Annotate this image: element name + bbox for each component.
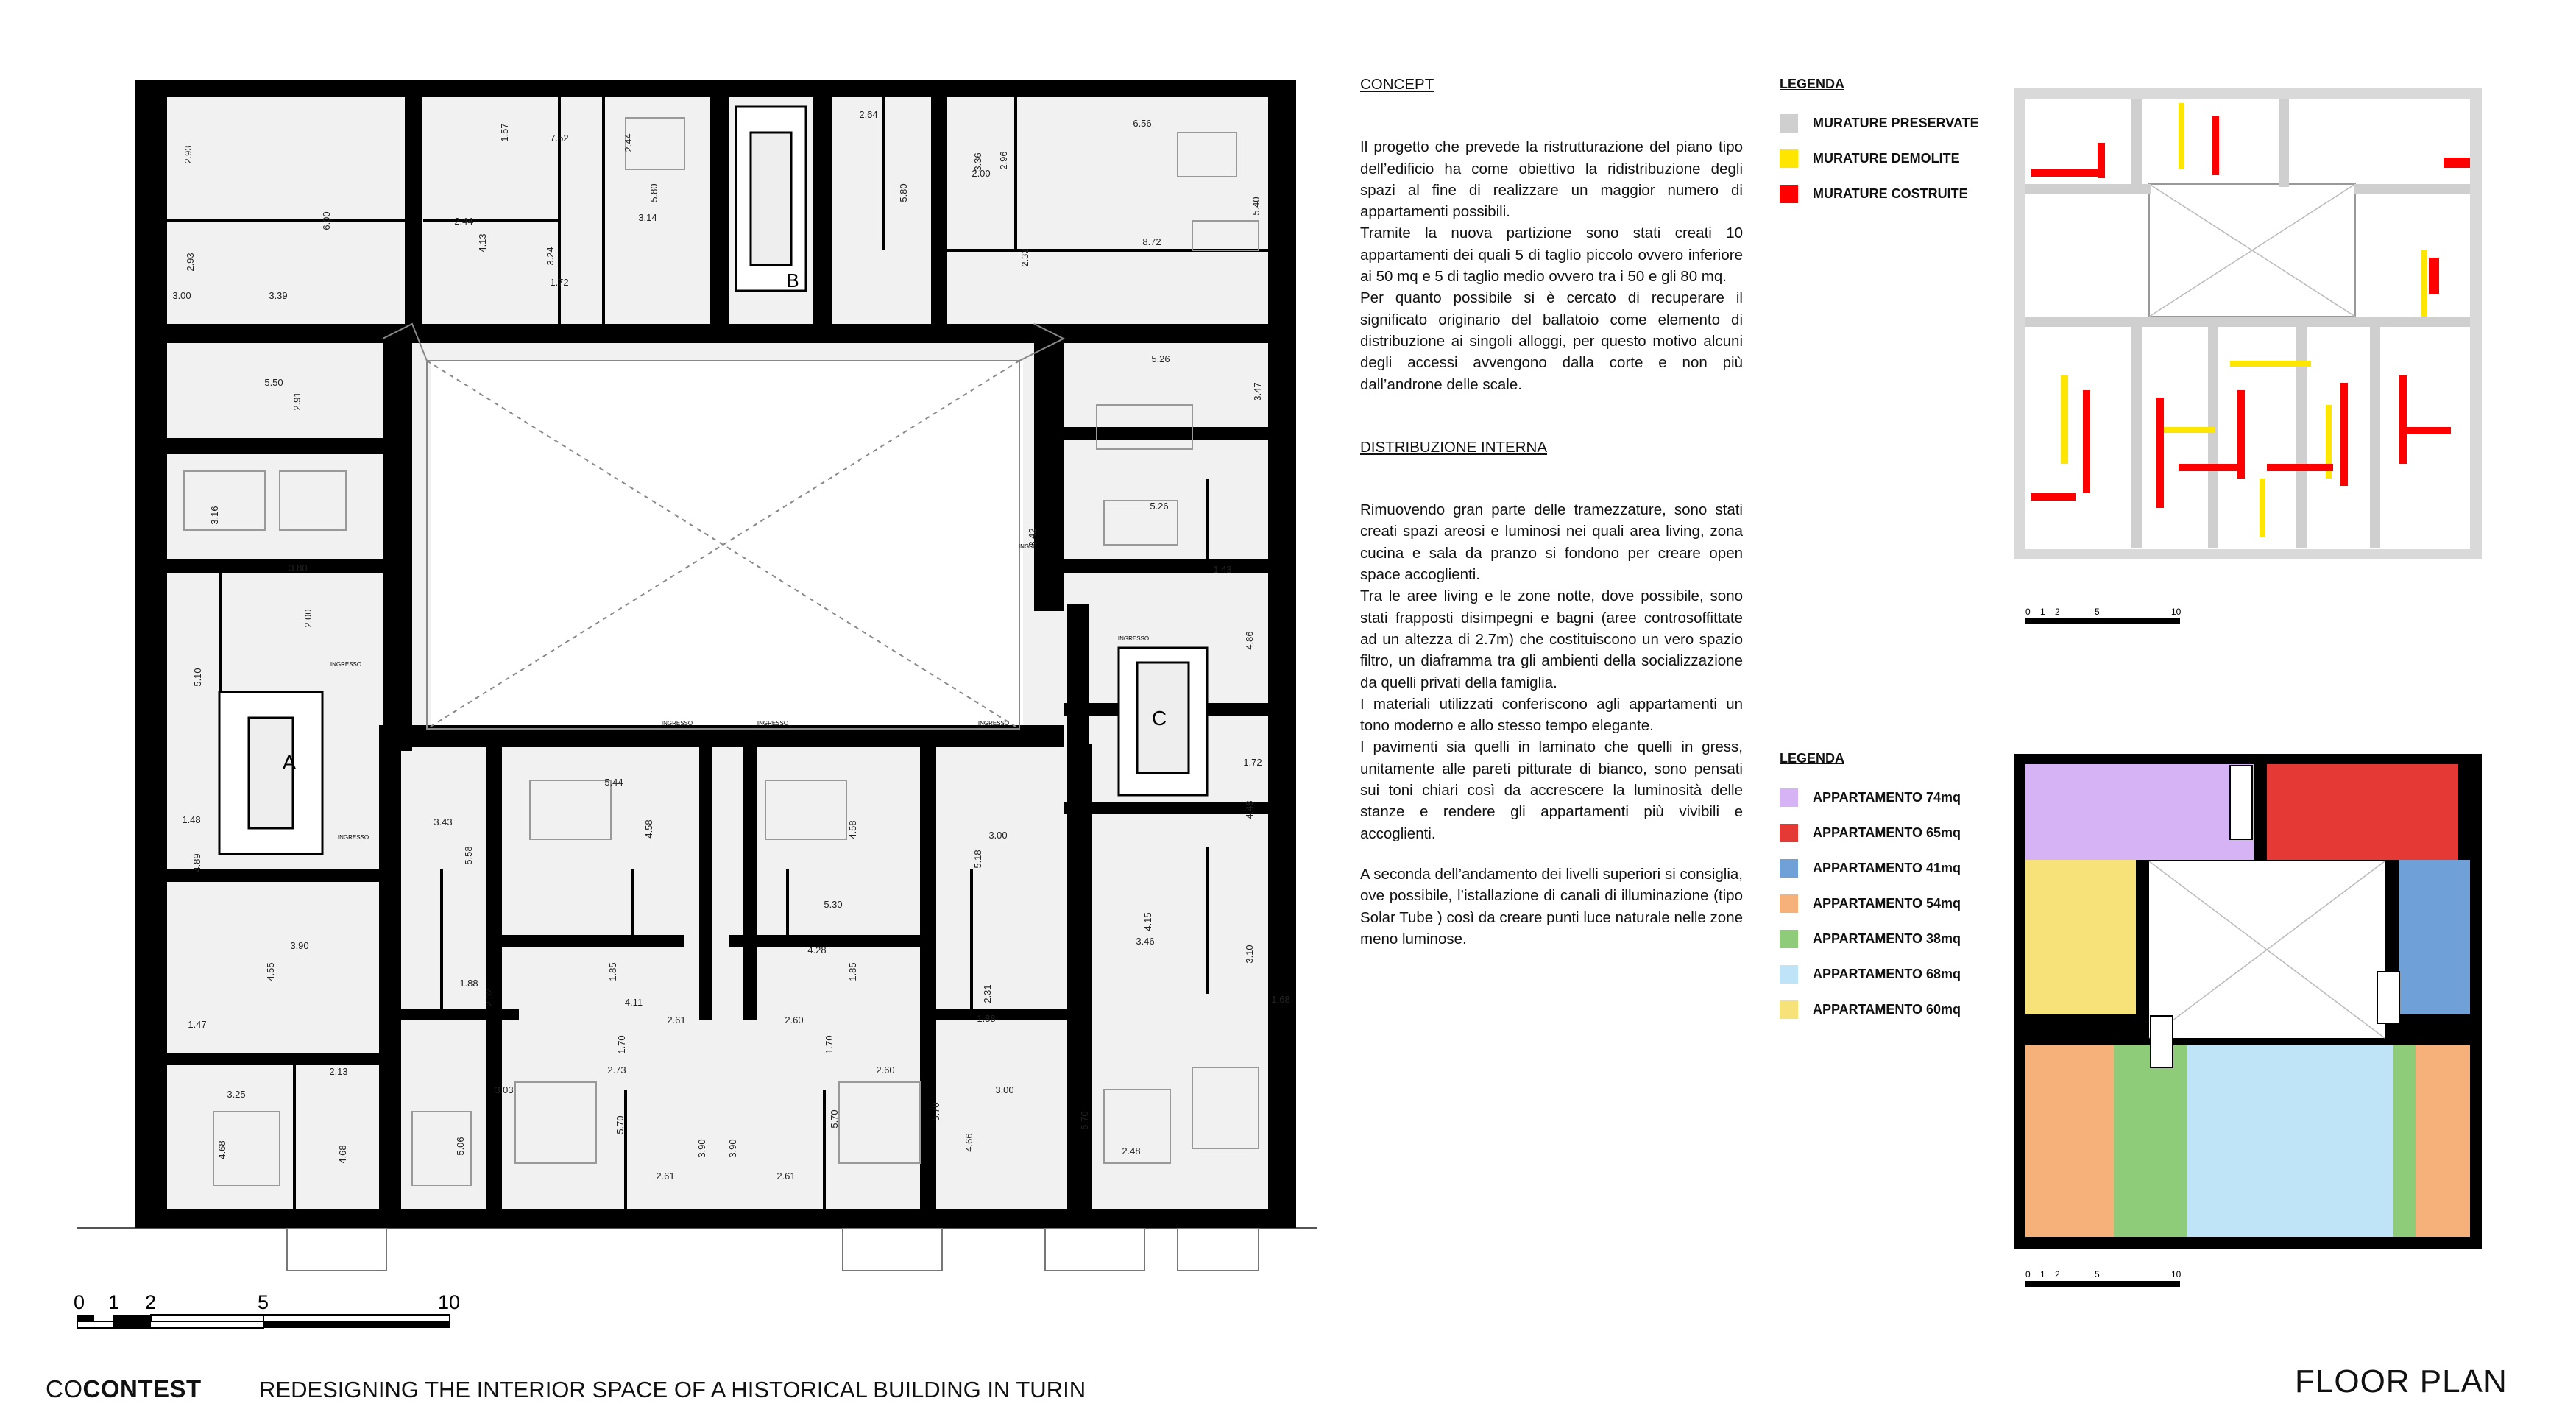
dimension-label: 3.00: [995, 1084, 1014, 1095]
dimension-label: 2.93: [185, 253, 196, 272]
distribuzione-heading: DISTRIBUZIONE INTERNA: [1360, 438, 1547, 456]
dimension-label: 2.48: [1122, 1146, 1141, 1157]
dimension-label: 4.66: [963, 1133, 974, 1152]
dimension-label: 5.80: [898, 183, 909, 202]
ingresso-label: INGRESSO: [735, 330, 767, 336]
main-scale-bar: [74, 1291, 460, 1328]
dimension-label: 5.10: [192, 668, 203, 687]
ingresso-label: INGRESSO: [977, 720, 1010, 727]
dimension-label: 3.43: [434, 816, 453, 827]
distribuzione-paragraph: A seconda dell’andamento dei livelli superiori si consiglia, ove possibile, l’istallazione di canali di illuminazione (tipo Solar Tube ) così da creare punti luce naturale nelle zone meno luminose.: [1360, 865, 1743, 947]
dimension-label: 4.15: [1142, 912, 1153, 931]
svg-text:0: 0: [2025, 607, 2031, 617]
dimension-label: 5.18: [972, 850, 983, 869]
walls-mini-plan: [1987, 81, 2502, 626]
svg-text:1: 1: [2040, 1269, 2045, 1279]
dimension-label: 5.30: [824, 899, 843, 910]
dimension-label: 2.32: [1019, 248, 1030, 267]
dimension-label: 6.56: [1133, 118, 1152, 129]
dimension-label: 5.06: [455, 1137, 466, 1156]
dimension-label: 2.00: [972, 168, 991, 179]
distribuzione-paragraph: I materiali utilizzati conferiscono agli appartamenti un tono moderno e allo stesso tempo elegante.: [1360, 695, 1743, 735]
legend-label: APPARTAMENTO 65mq: [1813, 825, 1961, 840]
dimension-label: 1.72: [1243, 757, 1262, 768]
svg-text:1: 1: [2040, 607, 2045, 617]
dimension-label: 2.44: [623, 133, 634, 152]
dimension-label: 2.73: [607, 1065, 626, 1076]
dimension-label: 4.13: [477, 233, 488, 253]
dimension-label: 3.39: [269, 290, 288, 301]
dimension-label: 2.44: [454, 216, 473, 227]
svg-text:0: 0: [74, 1291, 85, 1313]
distribuzione-paragraph: I pavimenti sia quelli in laminato che quelli in gress, unitamente alle pareti pitturate di bianco, sono pensati sui toni chiari così da accrescere la luminosità delle stanze e rendere gli appartamenti più vivibili e accoglienti.: [1360, 738, 1743, 842]
dimension-label: 2.31: [982, 984, 993, 1003]
svg-text:10: 10: [2171, 1269, 2182, 1279]
swatch: [1780, 824, 1798, 842]
brand-bold: CONTEST: [82, 1375, 202, 1402]
dimension-label: 2.61: [776, 1171, 796, 1182]
legend-label: APPARTAMENTO 54mq: [1813, 895, 1961, 911]
brand-light: CO: [46, 1375, 83, 1402]
dimension-label: 3.14: [638, 212, 657, 223]
svg-text:0: 0: [2025, 1269, 2031, 1279]
swatch: [1780, 788, 1798, 807]
stair-b: [736, 107, 806, 292]
dimension-label: 1.85: [847, 962, 858, 981]
swatch: [1780, 1000, 1798, 1019]
svg-text:5: 5: [2095, 607, 2100, 617]
swatch: [1780, 859, 1798, 878]
dimension-label: 1.72: [550, 277, 569, 288]
legend-label: MURATURE DEMOLITE: [1813, 150, 1960, 166]
concept-heading: CONCEPT: [1360, 76, 1434, 93]
concept-paragraph: Tramite la nuova partizione sono stati creati 10 appartamenti dei quali 5 di taglio piccolo ovvero inferiore ai 50 mq e 5 di taglio medio ovvero tra i 50 e gli 80 mq.: [1360, 225, 1743, 286]
dimension-label: 3.24: [545, 247, 556, 266]
legend-item-54: [1780, 886, 1961, 921]
swatch: [1780, 185, 1798, 203]
svg-text:B: B: [786, 269, 799, 292]
dimension-label: 5.50: [264, 377, 283, 388]
main-floor-plan: [0, 0, 1325, 1340]
dimension-label: 5.26: [1150, 501, 1169, 512]
dimension-label: 5.58: [463, 846, 474, 865]
svg-text:C: C: [1151, 707, 1167, 730]
dimension-label: 3.10: [1244, 945, 1255, 964]
legend-apartments: [1780, 751, 1961, 1027]
distribuzione-paragraph: Rimuovendo gran parte delle tramezzature, sono stati creati spazi areosi e luminosi nei quali area living, zona cucina e sala da pranzo si fondono per creare open space accoglienti.: [1360, 501, 1743, 584]
legend-label: APPARTAMENTO 74mq: [1813, 789, 1961, 805]
dimension-label: 4.86: [1244, 631, 1255, 650]
dimension-label: 2.91: [291, 392, 302, 411]
dimension-label: 4.68: [216, 1140, 227, 1159]
dimension-label: 4.55: [265, 962, 276, 981]
svg-text:A: A: [282, 751, 297, 774]
legend-item-38: [1780, 921, 1961, 956]
dimension-label: 5.70: [829, 1109, 840, 1129]
legend-walls: [1780, 77, 1979, 211]
dimension-label: 3.46: [1136, 936, 1155, 947]
dimension-label: 2.00: [302, 609, 314, 628]
legend-label: MURATURE PRESERVATE: [1813, 115, 1979, 130]
description-text: [1360, 74, 1743, 950]
legend-label: APPARTAMENTO 68mq: [1813, 966, 1961, 981]
dimension-label: 1.57: [499, 123, 510, 142]
dimension-label: 2.96: [998, 151, 1009, 170]
project-subtitle: REDESIGNING THE INTERIOR SPACE OF A HISTORICAL BUILDING IN TURIN: [259, 1377, 1086, 1402]
ingresso-label: INGRESSO: [1018, 543, 1050, 550]
legend-item-demolite: [1780, 141, 1979, 176]
swatch: [1780, 894, 1798, 913]
dimension-label: 1.85: [607, 962, 618, 981]
dimension-label: 5.44: [604, 777, 623, 788]
svg-text:2: 2: [2055, 1269, 2060, 1279]
svg-text:5: 5: [2095, 1269, 2100, 1279]
dimension-label: 5.26: [1151, 353, 1170, 364]
dimension-label: 3.47: [1252, 382, 1263, 401]
brand-logo: [46, 1375, 202, 1403]
swatch: [1780, 114, 1798, 133]
dimension-label: 2.93: [183, 145, 194, 164]
dimension-label: 3.36: [972, 152, 983, 172]
dimension-label: 3.42: [1027, 528, 1038, 547]
dimension-label: 4.48: [1244, 800, 1255, 819]
dimension-label: 3.00: [988, 830, 1008, 841]
dimension-label: 5.70: [930, 1102, 941, 1121]
dimension-label: 1.88: [977, 1013, 996, 1024]
dimension-label: 1.43: [1213, 564, 1232, 575]
legend-label: APPARTAMENTO 60mq: [1813, 1001, 1961, 1017]
legend-item-costruite: [1780, 176, 1979, 211]
dimension-label: 4.58: [643, 819, 654, 839]
distribuzione-paragraph: Tra le aree living e le zone notte, dove possibile, sono stati frapposti disimpegni e bagni (aree controsoffittate ad un altezza di 2.7m) che costituiscono un vero spazio filtro, un diaframma tra gli ambienti della socializzazione da quelli privati della famiglia.: [1360, 587, 1743, 691]
svg-text:2: 2: [2055, 607, 2060, 617]
stair-a: [219, 692, 322, 854]
legend-item-74: [1780, 780, 1961, 815]
dimension-label: 2.61: [667, 1014, 686, 1026]
dimension-label: 2.60: [785, 1014, 804, 1026]
dimension-label: 4.89: [191, 853, 202, 872]
dimension-label: 4.28: [807, 945, 827, 956]
svg-text:10: 10: [2171, 607, 2182, 617]
dimension-label: 4.58: [847, 820, 858, 839]
dimension-label: 2.13: [329, 1066, 348, 1077]
ingresso-label: INGRESSO: [757, 720, 789, 727]
stair-c: [1119, 648, 1207, 795]
dimension-label: 5.70: [1079, 1111, 1090, 1130]
dimension-label: 4.11: [624, 997, 643, 1008]
legend-item-41: [1780, 850, 1961, 886]
dimension-label: 1.68: [1271, 994, 1290, 1005]
ingresso-label: INGRESSO: [330, 661, 362, 668]
legend-title: LEGENDA: [1780, 751, 1845, 766]
svg-text:5: 5: [258, 1291, 269, 1313]
dimension-label: 3.90: [727, 1139, 738, 1158]
dimension-label: 5.70: [615, 1115, 626, 1134]
ingresso-label: INGRESSO: [1084, 805, 1117, 811]
dimension-label: 5.40: [1250, 197, 1262, 216]
dimension-label: 3.00: [172, 290, 191, 301]
dimension-label: 1.48: [182, 814, 201, 825]
legend-title: LEGENDA: [1780, 77, 1845, 91]
ingresso-label: INGRESSO: [337, 834, 369, 841]
dimension-label: 3.90: [696, 1139, 707, 1158]
svg-text:2: 2: [145, 1291, 157, 1313]
dimension-label: 2.60: [876, 1065, 895, 1076]
ingresso-label: INGRESSO: [963, 330, 995, 336]
dimension-label: 2.32: [484, 988, 495, 1007]
concept-paragraph: Il progetto che prevede la ristrutturazione del piano tipo dell’edificio ha come obiettivo la ridistribuzione degli spazi al fine di realizzare un maggior numero di appartamenti possibili.: [1360, 138, 1743, 221]
legend-item-68: [1780, 956, 1961, 992]
dimension-label: 1.70: [824, 1035, 835, 1054]
legend-label: APPARTAMENTO 41mq: [1813, 860, 1961, 875]
dimension-label: 4.68: [337, 1145, 348, 1164]
dimension-label: 2.64: [859, 109, 878, 120]
dimension-label: 1.70: [616, 1035, 627, 1054]
dimension-label: 6.00: [321, 211, 332, 230]
svg-text:10: 10: [438, 1291, 461, 1313]
ingresso-label: INGRESSO: [1117, 635, 1150, 642]
dimension-label: 5.80: [648, 183, 659, 202]
dimension-label: 8.72: [1142, 236, 1161, 247]
swatch: [1780, 930, 1798, 948]
legend-item-60: [1780, 992, 1961, 1027]
swatch: [1780, 149, 1798, 168]
dimension-label: 3.03: [495, 1084, 514, 1095]
svg-text:1: 1: [108, 1291, 120, 1313]
legend-item-preservate: [1780, 105, 1979, 141]
dimension-label: 3.80: [289, 562, 308, 573]
floor-plan-title: FLOOR PLAN: [2295, 1363, 2508, 1399]
swatch: [1780, 965, 1798, 984]
dimension-label: 2.61: [656, 1171, 675, 1182]
legend-item-65: [1780, 815, 1961, 850]
dimension-label: 1.88: [459, 978, 478, 989]
dimension-label: 3.25: [227, 1089, 246, 1100]
apartments-mini-plan: [1987, 751, 2502, 1296]
legend-label: MURATURE COSTRUITE: [1813, 186, 1968, 201]
dimension-label: 1.47: [188, 1019, 207, 1030]
legend-label: APPARTAMENTO 38mq: [1813, 931, 1961, 946]
dimension-label: 7.52: [550, 133, 569, 144]
dimension-label: 3.90: [290, 940, 309, 951]
ingresso-label: INGRESSO: [661, 720, 693, 727]
dimension-label: 3.16: [209, 506, 220, 525]
concept-paragraph: Per quanto possibile si è cercato di recuperare il significato originario del ballatoio come elemento di distribuzione ai singoli alloggi, per questo motivo alcuni degli accessi avvengono dalla corte e non più dall’androne delle scale.: [1360, 289, 1743, 393]
